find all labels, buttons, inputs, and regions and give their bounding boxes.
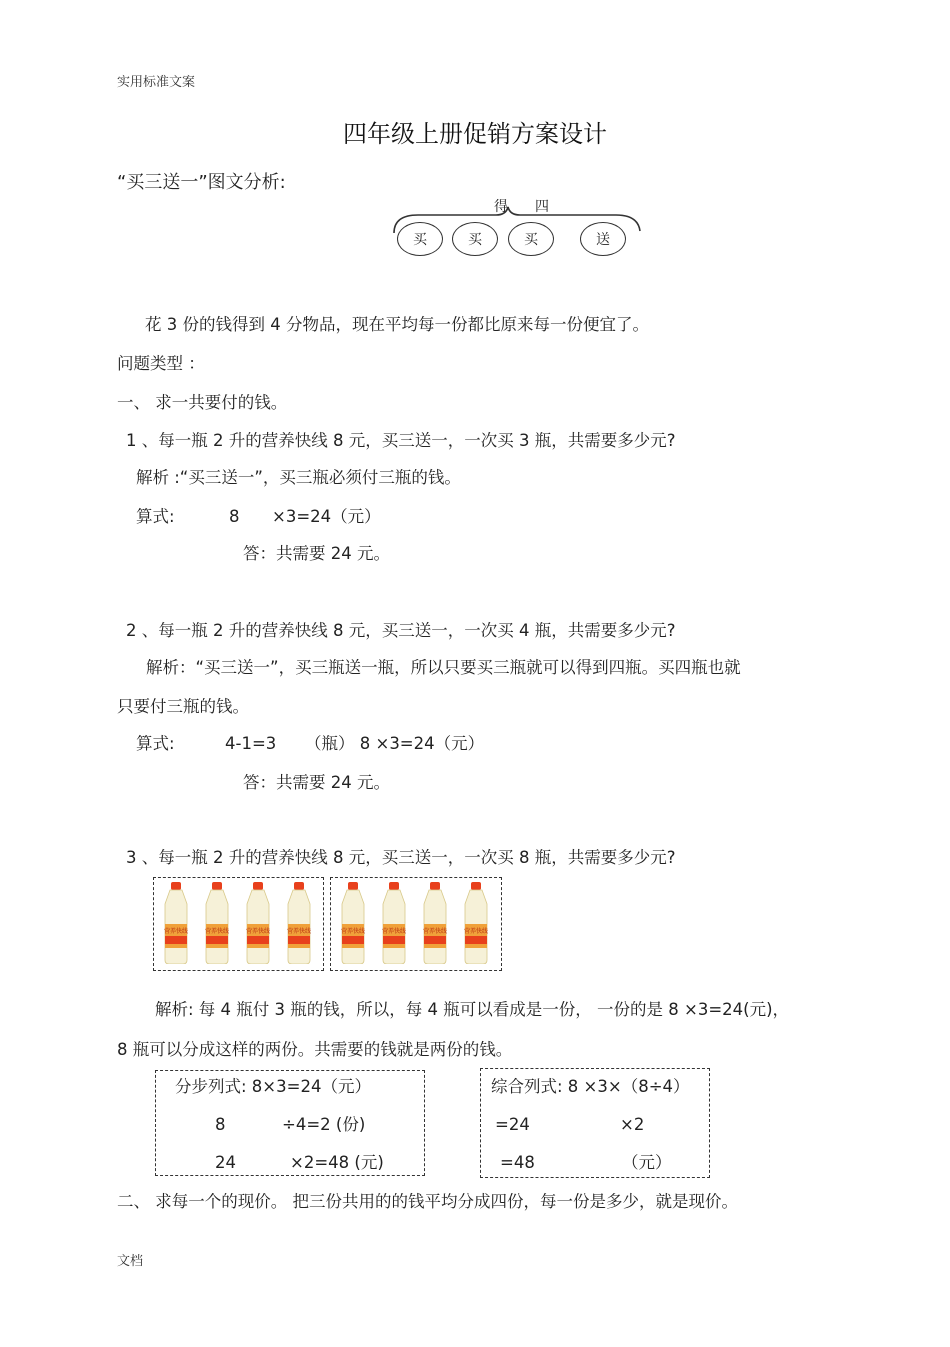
page-header: 实用标准文案 [117,75,196,90]
page-title: 四年级上册促销方案设计 [343,120,607,148]
q1-question: 1 、每一瓶 2 升的营养快线 8 元，买三送一，一次买 3 瓶，共需要多少元? [126,431,676,450]
stepwise-line3b: ×2=48 (元) [290,1153,384,1172]
circle-buy-1: 买 [397,222,443,256]
q2-question: 2 、每一瓶 2 升的营养快线 8 元，买三送一，一次买 4 瓶，共需要多少元? [126,621,676,640]
combined-line3b: （元） [622,1153,672,1172]
q1-formula-b: ×3=24（元） [272,507,381,526]
brace-label-right: 四 [535,199,549,215]
problem-types-label: 问题类型 ： [117,354,205,373]
stepwise-line2a: 8 [215,1115,226,1134]
q1-analysis: 解析 :“买三送一”，买三瓶必须付三瓶的钱。 [136,468,461,487]
circle-gift: 送 [580,222,626,256]
section-title: “买三送一”图文分析: [117,172,286,193]
bottle-icon [242,882,274,964]
q2-analysis-line2: 只要付三瓶的钱。 [117,697,249,716]
bottle-label: 营养快线 [422,928,448,935]
q2-analysis-line1: 解析：“买三送一”，买三瓶送一瓶，所以只要买三瓶就可以得到四瓶。买四瓶也就 [146,658,741,677]
part1-heading: 一、 求一共要付的钱。 [117,393,288,412]
q2-formula-label: 算式: [136,734,175,753]
q1-formula-label: 算式: [136,507,175,526]
bottle-icon [378,882,410,964]
bottle-group-1 [153,877,324,971]
bottle-label: 营养快线 [245,928,271,935]
circle-buy-3: 买 [508,222,554,256]
q2-answer: 答：共需要 24 元。 [243,773,390,792]
bottle-label: 营养快线 [286,928,312,935]
bottle-label: 营养快线 [340,928,366,935]
combined-line3a: =48 [500,1153,535,1172]
intro-text: 花 3 份的钱得到 4 分物品，现在平均每一份都比原来每一份便宜了。 [145,315,649,334]
bottle-label: 营养快线 [381,928,407,935]
bottle-icon [283,882,315,964]
combined-line2b: ×2 [620,1115,645,1134]
q3-question: 3 、每一瓶 2 升的营养快线 8 元，买三送一，一次买 8 瓶，共需要多少元? [126,848,676,867]
bottle-icon [201,882,233,964]
q2-formula-a: 4-1=3 [225,734,277,753]
bottle-label: 营养快线 [463,928,489,935]
stepwise-line2b: ÷4=2 (份) [282,1115,366,1134]
combined-line1: 综合列式: 8 ×3×（8÷4） [491,1077,690,1096]
brace-label-left: 得 [494,199,508,215]
page-footer: 文档 [117,1254,144,1269]
bottle-label: 营养快线 [163,928,189,935]
q1-answer: 答：共需要 24 元。 [243,544,390,563]
circle-buy-2: 买 [452,222,498,256]
q3-analysis-line2: 8 瓶可以分成这样的两份。共需要的钱就是两份的钱。 [117,1040,513,1059]
q2-formula-b: （瓶） 8 ×3=24（元） [305,734,485,753]
q3-analysis-line1: 解析: 每 4 瓶付 3 瓶的钱，所以，每 4 瓶可以看成是一份， 一份的是 8 ×3=24(元)， [155,1000,790,1019]
bottle-icon [419,882,451,964]
part2-heading: 二、 求每一个的现价。 把三份共用的的钱平均分成四份，每一份是多少，就是现价。 [117,1192,738,1211]
bottle-icon [160,882,192,964]
bottle-icon [337,882,369,964]
q1-formula-a: 8 [229,507,240,526]
bottle-group-2 [330,877,502,971]
combined-line2a: =24 [495,1115,530,1134]
bottle-label: 营养快线 [204,928,230,935]
stepwise-line1: 分步列式: 8×3=24（元） [175,1077,371,1096]
bottle-icon [460,882,492,964]
stepwise-line3a: 24 [215,1153,236,1172]
